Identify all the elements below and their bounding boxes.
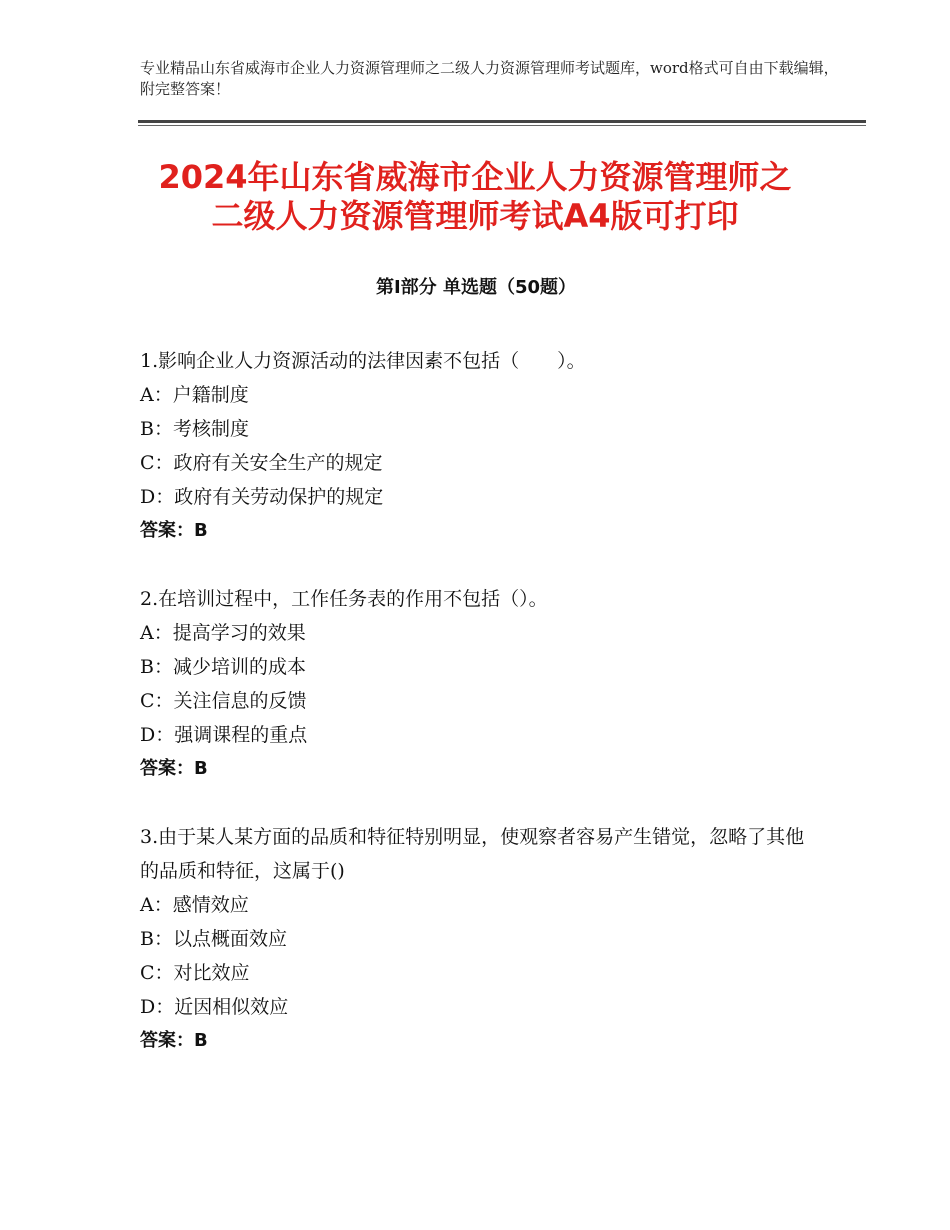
question-2 <box>140 582 820 786</box>
title-line-1: 2024年山东省威海市企业人力资源管理师之 <box>158 158 792 196</box>
document-title <box>100 158 850 236</box>
header-divider-thick <box>138 120 866 123</box>
header-divider-thin <box>138 125 866 126</box>
answer-line: 答案：B <box>140 1030 208 1051</box>
option-c: C：对比效应 <box>140 962 250 984</box>
option-d: D：强调课程的重点 <box>140 724 308 746</box>
option-d: D：近因相似效应 <box>140 996 289 1018</box>
question-stem: 3.由于某人某方面的品质和特征特别明显，使观察者容易产生错觉，忽略了其他的品质和特征，这属于() <box>140 826 805 882</box>
option-b: B：以点概面效应 <box>140 928 287 950</box>
question-stem: 1.影响企业人力资源活动的法律因素不包括（ ）。 <box>140 350 586 372</box>
option-b: B：考核制度 <box>140 418 249 440</box>
option-d: D：政府有关劳动保护的规定 <box>140 486 384 508</box>
title-line-2: 二级人力资源管理师考试A4版可打印 <box>211 197 739 235</box>
option-c: C：政府有关安全生产的规定 <box>140 452 383 474</box>
option-b: B：减少培训的成本 <box>140 656 306 678</box>
option-c: C：关注信息的反馈 <box>140 690 307 712</box>
question-3 <box>140 820 820 1058</box>
option-a: A：户籍制度 <box>140 384 249 406</box>
option-a: A：感情效应 <box>140 894 249 916</box>
question-list <box>140 344 820 1092</box>
question-stem: 2.在培训过程中，工作任务表的作用不包括（）。 <box>140 588 548 610</box>
answer-line: 答案：B <box>140 758 208 779</box>
section-heading: 第Ⅰ部分 单选题（50题） <box>375 277 576 298</box>
question-1 <box>140 344 820 548</box>
answer-line: 答案：B <box>140 520 208 541</box>
option-a: A：提高学习的效果 <box>140 622 306 644</box>
header-note: 专业精品山东省威海市企业人力资源管理师之二级人力资源管理师考试题库，word格式可自由下载编辑，附完整答案！ <box>140 59 839 98</box>
